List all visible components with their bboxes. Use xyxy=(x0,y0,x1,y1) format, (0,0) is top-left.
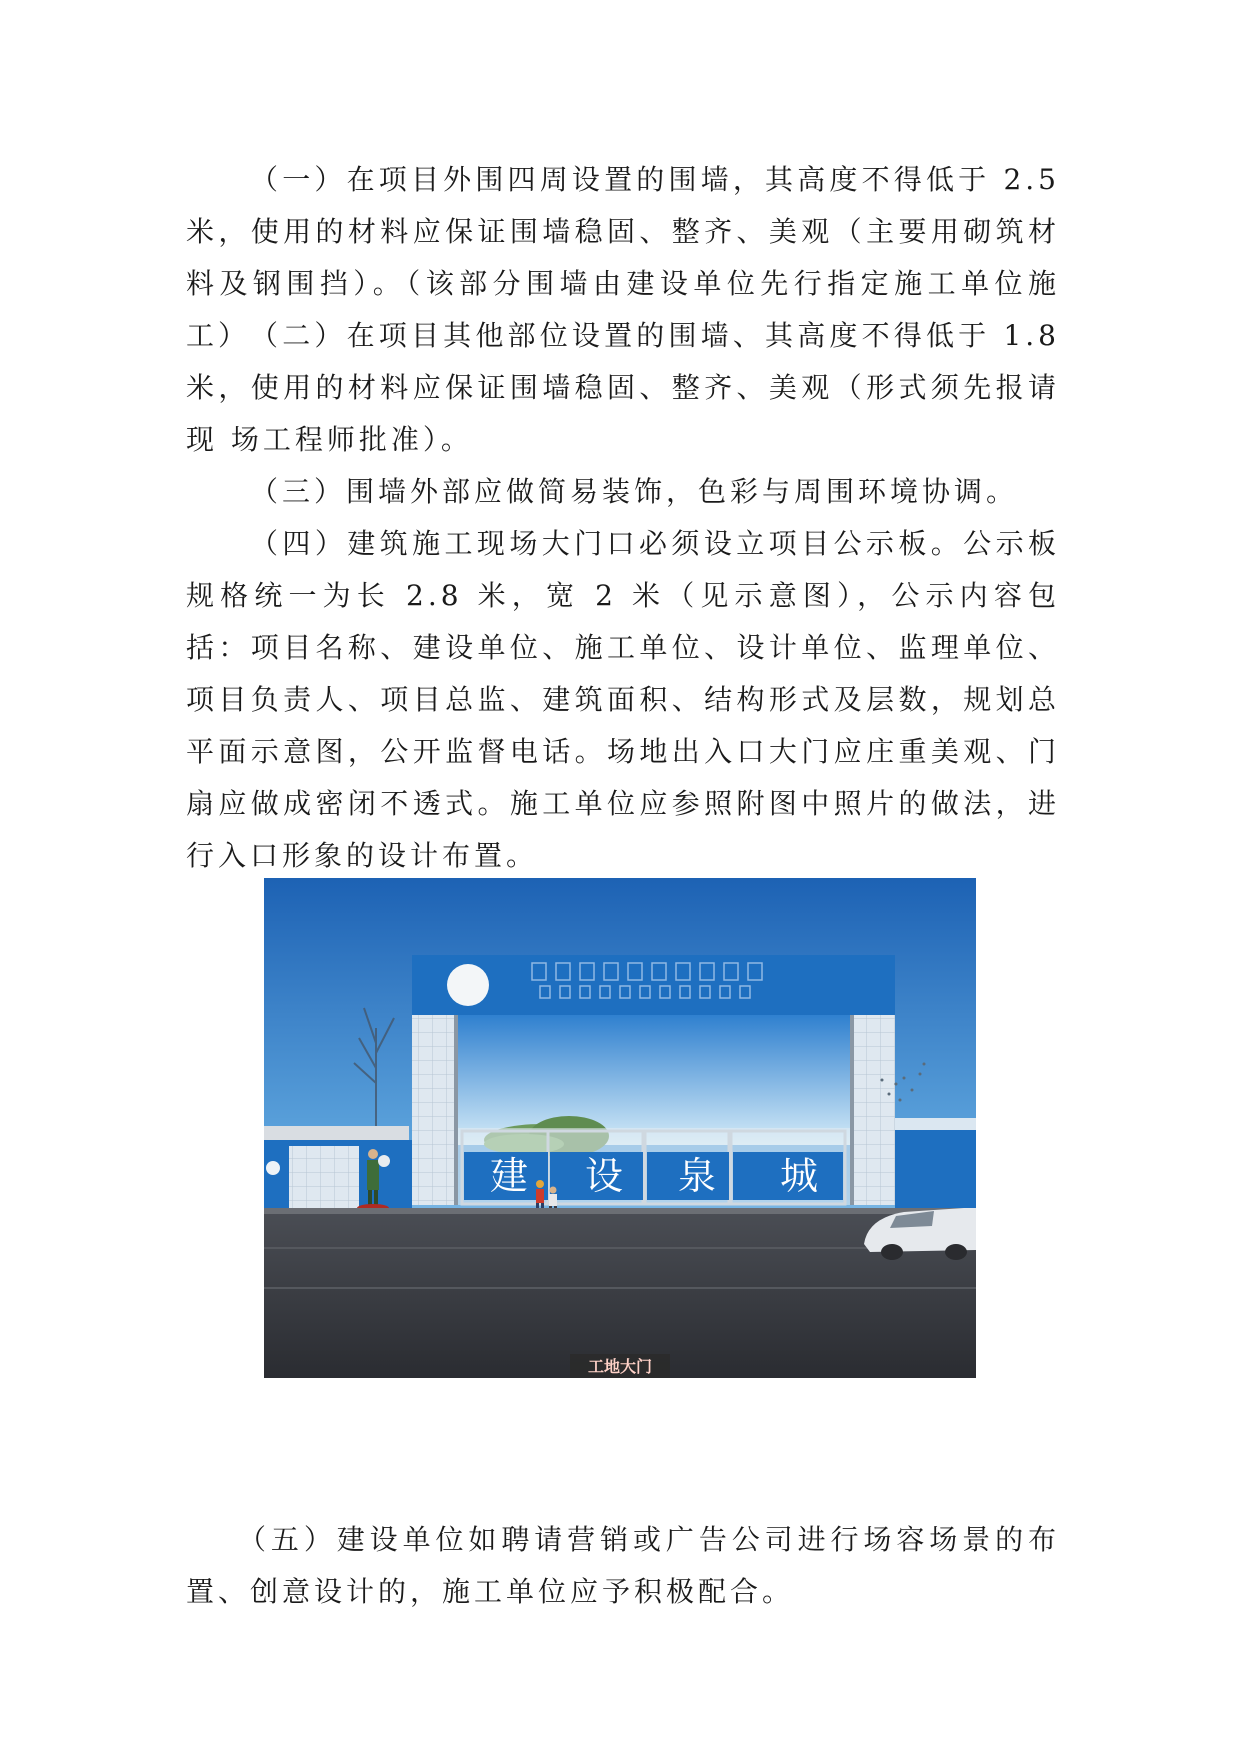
gate-char-2: 设 xyxy=(584,1154,624,1198)
gate-char-4: 城 xyxy=(779,1154,819,1198)
construction-gate-figure xyxy=(264,878,976,1378)
gate-opening-sky xyxy=(458,1015,850,1145)
gate-char-1: 建 xyxy=(489,1154,529,1198)
paragraph-4: （四）建筑施工现场大门口必须设立项目公示板。公示板规格统一为长 2.8 米，宽 2 米（见示意图），公示内容包括：项目名称、建设单位、施工单位、设计单位、监理单位、项目负责人、项目总监、建筑面积、结构形式及层数，规划总平面示意图，公开监督电话。场地出入口大门应庄重美观、门扇应做成密闭不透式。施工单位应参照附图中照片的做法，进行入口形象的设计布置。 xyxy=(186,527,1060,872)
gate-logo-circle xyxy=(447,964,489,1006)
paragraph-5: （五）建设单位如聘请营销或广告公司进行场容场景的布置、创意设计的，施工单位应予积极配合。 xyxy=(186,1523,1060,1608)
right-wall xyxy=(895,1118,976,1208)
gate-illustration xyxy=(264,878,976,1378)
gate-pillar-right xyxy=(854,1015,895,1205)
left-wall-panel xyxy=(289,1146,359,1208)
figure-caption: 工地大门 xyxy=(587,1357,653,1376)
paragraph-1: （一）在项目外围四周设置的围墙，其高度不得低于 2.5 米，使用的材料应保证围墙稳固、整齐、美观（主要用砌筑材料及钢围挡）。（该部分围墙由建设单位先行指定施工单位施工） xyxy=(186,163,1060,352)
gate-pillar-left xyxy=(412,1015,454,1205)
gate-char-3: 泉 xyxy=(677,1154,717,1198)
paragraph-3: （三）围墙外部应做简易装饰，色彩与周围环境协调。 xyxy=(250,475,1019,508)
paragraph-2: （二）在项目其他部位设置的围墙、其高度不得低于 1.8 米，使用的材料应保证围墙稳固、整齐、美观（形式须先报请现 场工程师批准）。 xyxy=(186,319,1060,456)
